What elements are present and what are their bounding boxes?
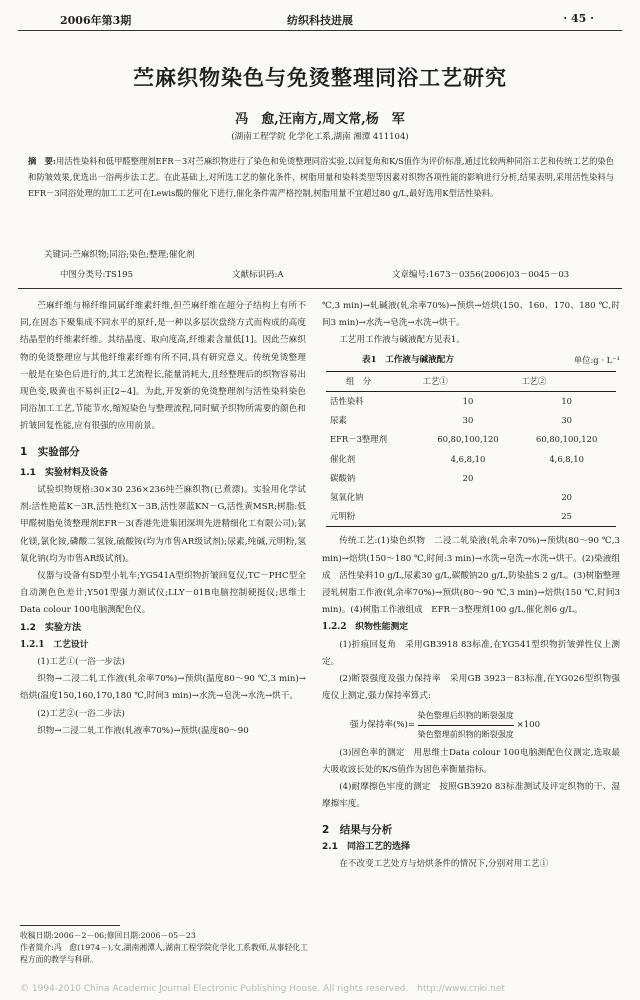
table-cell: [419, 488, 518, 507]
table-cell: 20: [561, 492, 572, 503]
process-2-flow: 织物→二浸二轧工作液(轧液率70%)→预烘(温度80～90: [37, 725, 249, 736]
table-cell: [419, 507, 518, 527]
section-1-1-heading: 1.1 实验材料及设备: [20, 467, 108, 478]
keywords: 关键词:苎麻织物;同浴;染色;整理;催化剂: [44, 250, 195, 260]
issue-label: 2006年第3期: [60, 14, 132, 27]
intro-paragraph: 苎麻纤维与棉纤维同属纤维素纤维,但苎麻纤维在超分子结构上有所不同,在固态下聚集成不同水平的原纤,是一种以多层次盘绕方式而构成的高度结晶型的纤维素纤维。其结晶度、取向度高,纤维素含量低[1]。因此苎麻织物的免烫整理应与其他纤维素纤维有所不同,具有研究意义。传统免烫整理一般是在染色后进行的,其工艺流程长,能量消耗大,且经整理后的织物容易出现色变,吸黄也不易纠正[2~4]。为此,开发新的免烫整理剂与活性染料染色同浴加工工艺,节能节水,缩短染色与整理流程,同时赋予织物所需要的颜色和折皱回复性能,应有很强的应用前景。: [20, 301, 306, 432]
section-1-2-2-heading: 1.2.2 织物性能测定: [322, 622, 409, 633]
process-2-label: (2)工艺②(一浴二步法): [37, 708, 125, 719]
section-2-heading: 2 结果与分析: [322, 823, 393, 836]
header-rule: [18, 30, 622, 31]
authors: 冯 愈,汪南方,周文常,杨 军: [235, 112, 405, 127]
table-cell: 30: [561, 415, 572, 426]
table-intro: 工艺用工作液与碱液配方见表1。: [339, 335, 465, 346]
received-date: 收稿日期:2006－2－06;修回日期:2006－05－23: [20, 931, 196, 940]
table-cell: 尿素: [330, 415, 347, 426]
process-1-flow: 织物→二浸二轧工作液(轧余率70%)→预烘(温度80～90 ℃,3 min)→焙烘(温度150,160,170,180 ℃,时间3 min)→水洗→皂洗→水洗→烘干。: [20, 674, 306, 702]
author-bio: 作者简介:冯 愈(1974－),女,湖南湘潭人,湖南工程学院化学化工系教师,从事轻化工程方面的教学与科研。: [20, 943, 308, 964]
materials-paragraph: 试验织物规格:30×30 236×236纯苎麻织物(已煮漂)。实验用化学试剂:活性艳蓝K－3R,活性艳红X－3B,活性翠蓝KN－G,活性黄MSR;树脂:低甲醛树脂免烫整理剂EFR－3(香港先进集团深圳先进精细化工有限公司);氯化镁,氯化铵,磷酸二氢铵,硫酸铵(均为市售AR级试剂);尿素,纯碱,元明粉,氢氧化钠(均为市售AR级试剂)。: [20, 485, 306, 564]
table-caption-row: [322, 352, 620, 369]
section-1-2-1-heading: 1.2.1 工艺设计: [20, 639, 89, 650]
article-title: 苎麻织物染色与免烫整理同浴工艺研究: [133, 66, 507, 90]
table-row: [326, 469, 616, 488]
strength-formula: [322, 707, 620, 742]
table-row: [326, 488, 616, 507]
journal-name: 纺织科技进展: [287, 14, 353, 27]
table-cell: 元明粉: [326, 507, 419, 527]
abstract-text: 用活性染料和低甲醛整理剂EFR－3对苎麻织物进行了染色和免烫整理同浴实验,以回复角和K/S值作为评价标准,通过比较两种同浴工艺和传统工艺的染色和防皱效果,优选出一浴两步法工艺。在此基础上,对所选工艺的催化条件、树脂用量和染料类型等因素对织物各项性能的影响进行分析,结果表明,采用活性染料与EFR－3同浴处理的加工工艺可在Lewis酸的催化下进行,催化条件需严格控制,树脂用量不宜超过80 g/L,最好选用K型活性染料。: [28, 156, 614, 198]
section-1-2-heading: 1.2 实验方法: [20, 622, 81, 633]
section-2-1-heading: 2.1 同浴工艺的选择: [322, 841, 410, 852]
table-cell: 碳酸钠: [330, 472, 356, 483]
table-row: [326, 411, 616, 430]
table-header-cell: 组 分: [326, 371, 419, 391]
table-cell: 10: [462, 396, 474, 407]
article-number: 文章编号:1673－0356(2006)03－0045－03: [392, 270, 570, 280]
table-cell: 25: [517, 507, 616, 527]
section-1-heading: 1 实验部分: [20, 445, 80, 458]
formula-rhs: ×100: [516, 720, 541, 731]
table-cell: 4,6,8,10: [549, 453, 584, 464]
method-rubbing-fastness: (4)耐摩擦色牢度的测定 按照GB3920 83标准测试及评定织物的干、湿摩擦牢度。: [322, 782, 620, 810]
table-row: [326, 450, 616, 469]
footnote: [20, 930, 310, 966]
traditional-process: 传统工艺:(1)染色织物 二浸二轧染液(轧余率70%)→预烘(80～90 ℃,3 min)→焙烘(150～180 ℃,时间:3 min)→水洗→皂洗→水洗→烘干。(2)染液组成 活性染料10 g/L,尿素30 g/L,碳酸钠20 g/L,防染盐S 2 g/L。(3)树脂整理 浸轧树脂工作液(轧余率70%)→预烘(80～90 ℃,3 min)→焙烘(150 ℃,时间3 min)。(4)树脂工作液组成 EFR－3整理剂100 g/L,催化剂6 g/L。: [322, 536, 629, 616]
table-cell: 60,80,100,120: [437, 434, 499, 445]
footnote-rule: [20, 925, 120, 926]
formula-table: [326, 371, 616, 528]
abstract-label: 摘 要:: [28, 156, 56, 166]
table-cell: [517, 469, 616, 488]
table-cell: 60,80,100,120: [536, 434, 598, 445]
abstract: [28, 153, 614, 201]
abstract-rule: [18, 288, 622, 289]
results-paragraph: 在不改变工艺处方与焙烘条件的情况下,分别对用工艺①: [339, 859, 549, 870]
formula-lhs: 强力保持率(%)=: [350, 720, 416, 731]
copyright-watermark: © 1994-2010 China Academic Journal Electronic Publishing House. All rights reserved. http://www.cnki.net: [20, 984, 505, 994]
document-code: 文献标识码:A: [232, 270, 284, 280]
affiliation: (湖南工程学院 化学化工系,湖南 湘潭 411104): [231, 132, 409, 142]
table-cell: 活性染料: [330, 396, 364, 407]
table-row: [326, 430, 616, 449]
table-row: [326, 507, 616, 527]
table-cell: 氢氧化钠: [330, 492, 364, 503]
formula-denominator: 染色整理前织物的断裂强度: [417, 729, 514, 739]
table-header-cell: 工艺①: [419, 371, 518, 391]
method-strength: (2)断裂强度及强力保持率 采用GB 3923－83标准,在YG026型织物强度仪上测定,强力保持率算式:: [322, 674, 620, 702]
table-cell: 10: [561, 396, 572, 407]
table-unit: 单位:g · L⁻¹: [573, 354, 620, 365]
table-cell: 催化剂: [330, 453, 356, 464]
equipment-paragraph: 仪器与设备有SD型小轧车;YG541A型织物折皱回复仪;TC－PHC型全自动测色色差计;Y501型强力测试仪;LLY－01B电脑控制硬挺仪;思维士Data colour 100电脑测配色仪。: [20, 571, 306, 616]
left-column: [20, 298, 306, 740]
table-row: [326, 392, 616, 412]
method-fixation: (3)固色率的测定 用思维士Data colour 100电脑测配色仪测定,选取最大吸收波长处的K/S值作为固色率衡量指标。: [322, 747, 620, 776]
process-2-continued: ℃,3 min)→轧碱液(轧余率70%)→预烘→焙烘(150、160、170、180 ℃,时间3 min)→水洗→皂洗→水洗→烘干。: [322, 301, 620, 329]
table-header-cell: 工艺②: [517, 371, 616, 391]
table-header-row: [326, 371, 616, 391]
method-crease-angle: (1)折痕回复角 采用GB3918 83标准,在YG541型织物折皱弹性仪上测定。: [322, 639, 620, 667]
page-number: · 45 ·: [563, 12, 594, 25]
table-cell: EFR－3整理剂: [330, 434, 388, 445]
table-caption: 表1 工作液与碱液配方: [362, 354, 454, 365]
table-cell: 30: [462, 415, 474, 426]
table-cell: 20: [462, 472, 474, 483]
table-cell: 4,6,8,10: [450, 453, 486, 464]
formula-numerator: 染色整理后织物的断裂强度: [418, 707, 514, 725]
clc-number: 中图分类号:TS195: [60, 270, 134, 280]
process-1-label: (1)工艺①(一浴一步法): [37, 657, 125, 668]
right-column: [322, 298, 629, 873]
formula-fraction: [418, 707, 514, 742]
